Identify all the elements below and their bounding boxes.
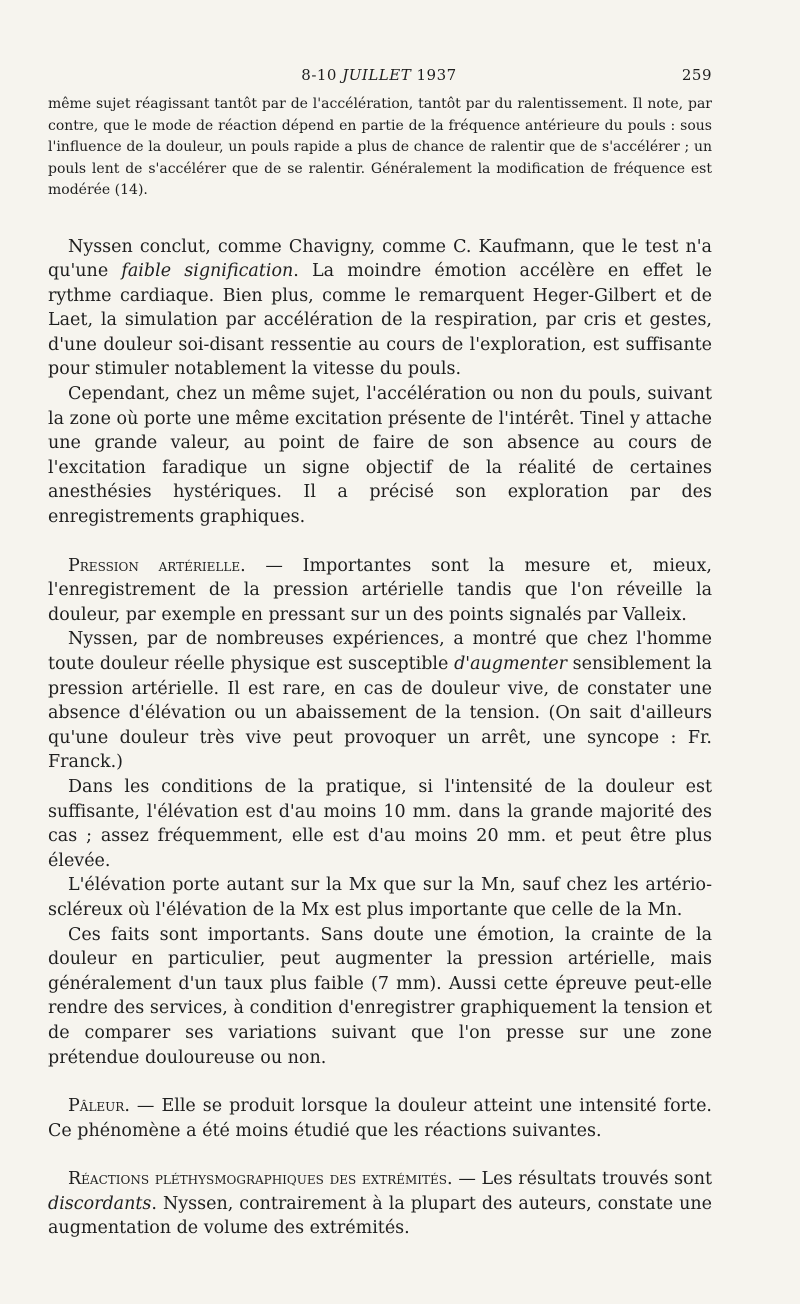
- emphasis-faible-signification: faible signification: [121, 261, 294, 282]
- text-run: — Elle se produit lorsque la douleur atteint une intensité forte. Ce phénomène a été moins étudié que les réactions suivantes.: [48, 1096, 712, 1141]
- issue-year: 1937: [416, 66, 457, 84]
- text-run: — Les résultats trouvés sont: [452, 1169, 712, 1190]
- paragraph-elevation-mx-mn: L'élévation porte autant sur la Mx que sur la Mn, sauf chez les artério-scléreux où l'élévation de la Mx est plus importante que celle de la Mn.: [48, 875, 712, 920]
- paragraph-conditions-pratique: Dans les conditions de la pratique, si l'intensité de la douleur est suffisante, l'élévation est d'au moins 10 mm. dans la grande majorité des cas ; assez fréquemment, elle est d'au moins 20 mm. et peut être plus élevée.: [48, 776, 712, 871]
- paragraph-nyssen-conclusion: [48, 235, 712, 383]
- paragraph-nyssen-experiences: [48, 627, 712, 775]
- page-number: 259: [681, 66, 712, 84]
- article-body: [48, 94, 712, 1241]
- issue-day: 8-10: [301, 66, 337, 84]
- text-run: . Nyssen, contrairement à la plupart des auteurs, constate une augmentation de volume des extrémités.: [48, 1193, 712, 1239]
- text-run: . La moindre émotion accélère en effet le rythme cardiaque. Bien plus, comme le remarquent Heger-Gilbert et de Laet, la simulation par accélération de la respiration, par cris et gestes, d'une douleur soi-disant ressentie au cours de l'exploration, est suffisante pour stimuler notablement la vitesse du pouls.: [48, 261, 713, 380]
- paragraph-reactions-plethysmographiques: [48, 1167, 712, 1241]
- running-header: [46, 66, 712, 88]
- issue-date: [46, 66, 712, 84]
- paragraph-paleur: [48, 1094, 712, 1143]
- text-run: Nyssen, par de nombreuses expériences, a montré que chez l'homme toute douleur réelle physique est susceptible: [48, 629, 712, 674]
- emphasis-discordants: discordants: [48, 1193, 152, 1214]
- section-heading-paleur: Pâleur.: [68, 1096, 130, 1117]
- text-run: sensiblement la pression artérielle. Il est rare, en cas de douleur vive, de constater une absence d'élévation ou un abaissement de la tension. (On sait d'ailleurs qu'une douleur très vive peut provoquer un arrêt, une syncope : Fr. Franck.): [48, 654, 712, 773]
- text-run: Nyssen conclut, comme Chavigny, comme C. Kaufmann, que le test n'a qu'une: [48, 236, 712, 282]
- text-run: — Importantes sont la mesure et, mieux, l'enregistrement de la pression artérielle tandis que l'on réveille la douleur, par exemple en pressant sur un des points signalés par Valleix.: [48, 555, 712, 625]
- paragraph-faits-importants: Ces faits sont importants. Sans doute une émotion, la crainte de la douleur en particulier, peut augmenter la pression artérielle, mais généralement d'un taux plus faible (7 mm). Aussi cette épreuve peut-elle rendre des services, à condition d'enregistrer graphiquement la tension et de comparer ses variations suivant que l'on presse sur une zone prétendue douloureuse ou non.: [48, 924, 712, 1068]
- emphasis-augmenter: d'augmenter: [454, 654, 567, 674]
- paragraph-acceleration: Cependant, chez un même sujet, l'accélération ou non du pouls, suivant la zone où porte une même excitation présente de l'intérêt. Tinel y attache une grande valeur, au point de faire de son absence au cours de l'excitation faradique un signe objectif de la réalité de certaines anesthésies hystériques. Il a précisé son exploration par des enregistrements graphiques.: [48, 384, 712, 528]
- section-heading-reactions: Réactions pléthysmographiques des extrémités.: [68, 1169, 453, 1190]
- small-print-paragraph: même sujet réagissant tantôt par de l'accélération, tantôt par du ralentissement. Il note, par contre, que le mode de réaction dépend en partie de la fréquence antérieure du pouls : sous l'influence de la douleur, un pouls rapide a plus de chance de ralentir que de s'accélérer ; un pouls lent de s'accélérer que de se ralentir. Généralement la modification de fréquence est modérée (14).: [48, 96, 712, 198]
- paragraph-pression-arterielle: [48, 554, 712, 628]
- section-heading-pression: Pression artérielle.: [68, 555, 246, 576]
- issue-month: JUILLET: [342, 66, 412, 84]
